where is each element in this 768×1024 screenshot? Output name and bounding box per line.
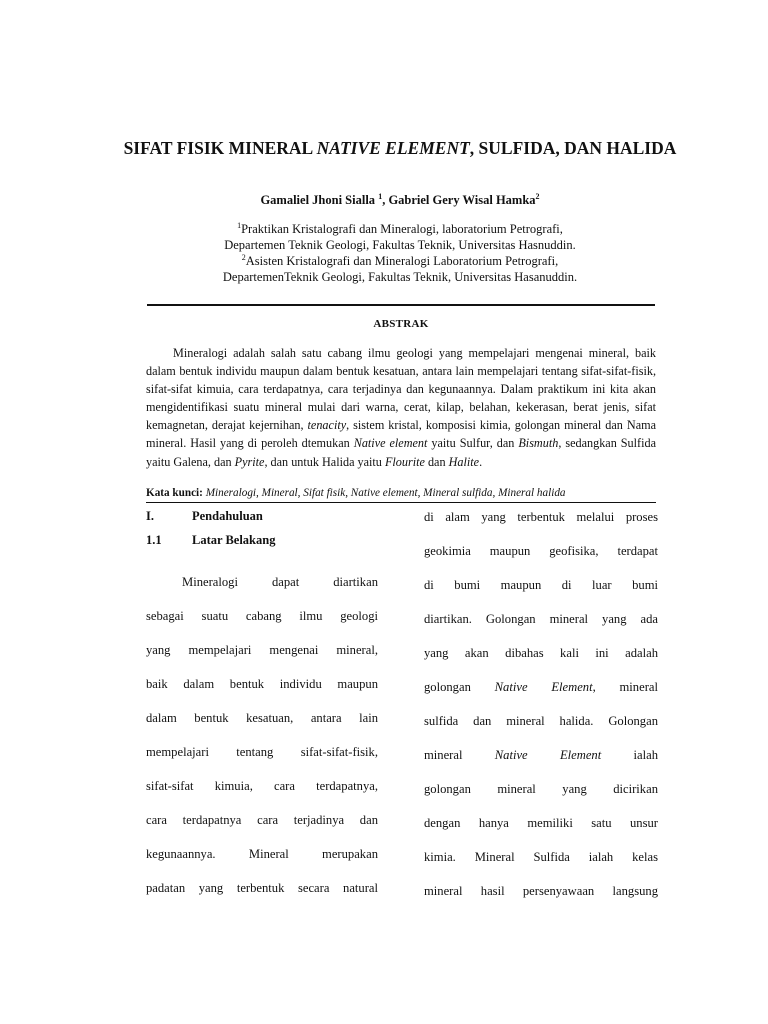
body-line: yang akan dibahas kali ini adalah [424, 646, 658, 660]
body-line [424, 680, 658, 714]
abstract-text: , sistem kristal, komposisi kimia, golongan mineral dan Nama mineral. Hasil yang di peroleh dtemukan [146, 418, 656, 451]
body-line: golongan mineral yang dicirikan [424, 782, 658, 796]
title-italic: NATIVE ELEMENT [316, 138, 470, 158]
paper-title [120, 134, 680, 163]
body-line: sebagai suatu cabang ilmu geologi [146, 609, 378, 623]
affiliation-text: Asisten Kristalografi dan Mineralogi Laboratorium Petrografi, [245, 254, 559, 268]
section-number: I. [146, 509, 154, 523]
body-text: ialah [601, 748, 658, 762]
body-line: di alam yang terbentuk melalui proses [424, 510, 658, 524]
body-line: mineral hasil persenyawaan langsung [424, 884, 658, 898]
abstract-text: Mineralogi adalah salah satu cabang ilmu geologi yang mempelajari mengenai mineral, baik dalam bentuk individu maupun dalam bentuk kesatuan, antara lain mempelajari tentang sifat-sifat-fisik, sifat-sifat kimuia, cara terdapatnya, cara terjadinya dan kegunaannya. Dalam praktikum ini kita akan mengidentifikasi suatu mineral mulai dari warna, cerat, kilap, belahan, kekerasan, berat jenis, sifat kemagnetan, derajat kejernihan, [146, 346, 656, 433]
abstract-italic: Pyrite [234, 454, 265, 469]
affiliation-sup: 1 [237, 221, 242, 230]
subsection-number: 1.1 [146, 533, 162, 547]
body-line: dengan hanya memiliki satu unsur [424, 816, 658, 830]
abstract-text: , dan untuk Halida yaitu [264, 454, 385, 469]
body-text: golongan [424, 680, 495, 694]
body-italic: Element [559, 748, 602, 762]
affiliation-sup: 2 [241, 253, 246, 262]
header-rule [147, 304, 655, 306]
keywords-label: Kata kunci: [146, 487, 203, 499]
affiliation-text: Praktikan Kristalografi dan Mineralogi, laboratorium Petrografi, [241, 222, 563, 236]
subsection-title: Latar Belakang [192, 533, 276, 547]
affiliation-text: DepartemenTeknik Geologi, Fakultas Teknik, Universitas Hasanuddin. [222, 270, 578, 284]
abstract-italic: Bismuth [518, 436, 559, 451]
affiliation-line [120, 269, 680, 285]
body-line: sifat-sifat kimuia, cara terdapatnya, [146, 779, 378, 793]
body-italic: Native [494, 748, 528, 762]
author-2: Gabriel Gery Wisal Hamka [388, 193, 536, 207]
author-1-sup: 1 [378, 192, 383, 201]
body-line: geokimia maupun geofisika, terdapat [424, 544, 658, 558]
abstract-italic: tenacity [307, 418, 347, 433]
abstract-text: yaitu Sulfur, dan [427, 436, 519, 451]
right-column [424, 510, 658, 918]
body-italic: Native Element [494, 680, 593, 694]
body-line: dalam bentuk kesatuan, antara lain [146, 711, 378, 725]
section-title: Pendahuluan [192, 509, 263, 523]
body-line: baik dalam bentuk individu maupun [146, 677, 378, 691]
abstract-body [146, 344, 656, 471]
body-line: mempelajari tentang sifat-sifat-fisik, [146, 745, 378, 759]
left-column [146, 575, 378, 915]
body-text: , mineral [592, 680, 658, 694]
author-2-sup: 2 [535, 192, 540, 201]
affiliation-text: Departemen Teknik Geologi, Fakultas Teknik, Universitas Hasnuddin. [224, 238, 576, 252]
body-line: cara terdapatnya cara terjadinya dan [146, 813, 378, 827]
abstract-heading: ABSTRAK [373, 318, 429, 330]
body-line: Mineralogi dapat diartikan [182, 575, 378, 589]
keywords-text: Mineralogi, Mineral, Sifat fisik, Native element, Mineral sulfida, Mineral halida [202, 487, 566, 499]
title-part1: SIFAT FISIK MINERAL [123, 138, 317, 158]
body-line: kegunaannya. Mineral merupakan [146, 847, 378, 861]
author-separator: , [382, 193, 389, 207]
body-line: diartikan. Golongan mineral yang ada [424, 612, 658, 626]
affiliations [120, 221, 680, 285]
abstract-italic: Native element [353, 436, 428, 451]
body-line: padatan yang terbentuk secara natural [146, 881, 378, 895]
body-line: di bumi maupun di luar bumi [424, 578, 658, 592]
abstract-text: , sedangkan Sulfida yaitu Galena, dan [146, 436, 656, 469]
abstract-text: dan [424, 454, 449, 469]
body-text: mineral [424, 748, 495, 762]
affiliation-line [120, 221, 680, 237]
body-text [528, 748, 560, 762]
body-line: kimia. Mineral Sulfida ialah kelas [424, 850, 658, 864]
affiliation-line [120, 237, 680, 253]
authors [120, 193, 680, 208]
abstract-italic: Flourite [384, 454, 425, 469]
abstract-italic: Halite [448, 454, 480, 469]
abstract-text: . [479, 454, 483, 469]
title-part2: , SULFIDA, DAN HALIDA [469, 138, 677, 158]
keywords [146, 486, 656, 503]
body-line [424, 748, 658, 782]
body-line: yang mempelajari mengenai mineral, [146, 643, 378, 657]
body-line: sulfida dan mineral halida. Golongan [424, 714, 658, 728]
affiliation-line [120, 253, 680, 269]
author-1: Gamaliel Jhoni Sialla [260, 193, 379, 207]
